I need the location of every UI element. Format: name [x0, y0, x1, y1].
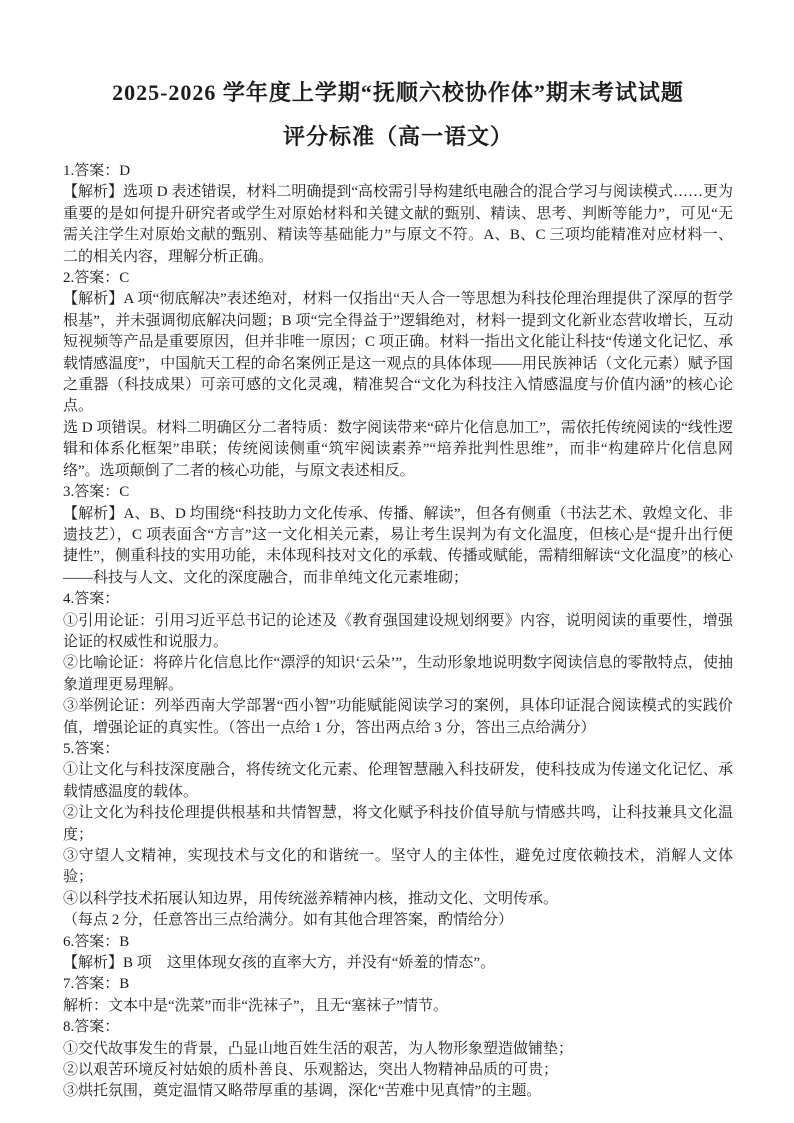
q2-analysis-option-d: 选 D 项错误。材料二明确区分二者特质：数字阅读带来“碎片化信息加工”，需依托传统阅读的“线性逻辑和体系化框架”串联；传统阅读侧重“筑牢阅读素养”“培养批判性思维”，而非“构建碎片化信息网络”。选项颠倒了二者的核心功能，与原文表述相反。: [63, 419, 733, 479]
q7-analysis: 解析：文本中是“洗菜”而非“洗袜子”，且无“塞袜子”情节。: [63, 997, 448, 1014]
q3-answer: 3.答案：C: [63, 484, 130, 501]
q2-answer: 2.答案：C: [63, 270, 130, 287]
q8-point-3: ③烘托氛围，奠定温情又略带厚重的基调，深化“苦难中见真情”的主题。: [63, 1083, 542, 1100]
q1-analysis: 【解析】选项 D 表述错误，材料二明确提到“高校需引导构建纸电融合的混合学习与阅读模式……更为重要的是如何提升研究者或学生对原始材料和关键文献的甄别、精读、思考、判断等能力”，可见“无需关注学生对原始文献的甄别、精读等基础能力”与原文不符。A、B、C 三项均能精准对应材料一、二的相关内容，理解分析正确。: [63, 184, 733, 265]
q2-analysis: 【解析】A 项“彻底解决”表述绝对，材料一仅指出“天人合一等思想为科技伦理治理提供了深厚的哲学根基”，并未强调彻底解决问题；B 项“完全得益于”逻辑绝对，材料一提到文化新业态营收增长，互动短视频等产品是重要原因，但并非唯一原因；C 项正确。材料一指出文化能让科技“传递文化记忆、承载情感温度”，中国航天工程的命名案例正是这一观点的具体体现——用民族神话（文化元素）赋予国之重器（科技成果）可亲可感的文化灵魂，精准契合“文化为科技注入情感温度与价值内涵”的核心论点。: [63, 291, 733, 415]
q6-answer: 6.答案：B: [63, 933, 130, 950]
page-title-line1: 2025-2026 学年度上学期“抚顺六校协作体”期末考试试题: [112, 80, 684, 105]
answer-key-body: [63, 161, 733, 1103]
q4-point-3: ③举例论证：列举西南大学部署“西小智”功能赋能阅读学习的案例，具体印证混合阅读模式的实践价值，增强论证的真实性。（答出一点给 1 分，答出两点给 3 分，答出三点给满分）: [63, 698, 733, 736]
q5-point-3: ③守望人文精神，实现技术与文化的和谐统一。坚守人的主体性，避免过度依赖技术，消解人文体验；: [63, 848, 733, 886]
q5-point-1: ①让文化与科技深度融合，将传统文化元素、伦理智慧融入科技研发，使科技成为传递文化记忆、承载情感温度的载体。: [63, 762, 733, 800]
q4-point-1: ①引用论证：引用习近平总书记的论述及《教育强国建设规划纲要》内容，说明阅读的重要性，增强论证的权威性和说服力。: [63, 612, 733, 650]
q8-answer: 8.答案：: [63, 1019, 120, 1036]
q5-point-2: ②让文化为科技伦理提供根基和共情智慧，将文化赋予科技价值导航与情感共鸣，让科技兼具文化温度；: [63, 805, 733, 843]
q8-point-1: ①交代故事发生的背景，凸显山地百姓生活的艰苦，为人物形象塑造做铺垫；: [63, 1040, 574, 1057]
q6-analysis: 【解析】B 项 这里体现女孩的直率大方，并没有“娇羞的情态”。: [63, 955, 496, 972]
page-title-line2: 评分标准（高一语文）: [282, 124, 513, 149]
q4-answer: 4.答案：: [63, 591, 120, 608]
q7-answer: 7.答案：B: [63, 976, 130, 993]
q3-analysis: 【解析】A、B、D 均围绕“科技助力文化传承、传播、解读”，但各有侧重（书法艺术、敦煌文化、非遗技艺），C 项表面含“方言”这一文化相关元素，易让考生误判为有文化温度，但核心是“提升出行便捷性”，侧重科技的实用功能，未体现科技对文化的承载、传播或赋能，需精细解读“文化温度”的核心——科技与人文、文化的深度融合，而非单纯文化元素堆砌；: [63, 505, 733, 586]
q8-point-2: ②以艰苦环境反衬姑娘的质朴善良、乐观豁达，突出人物精神品质的可贵；: [63, 1062, 559, 1079]
q5-answer: 5.答案：: [63, 740, 120, 757]
q5-point-4: ④以科学技术拓展认知边界，用传统滋养精神内核，推动文化、文明传承。: [63, 890, 559, 907]
q5-scoring-note: （每点 2 分，任意答出三点给满分。如有其他合理答案，酌情给分）: [63, 912, 514, 929]
q1-answer: 1.答案：D: [63, 163, 131, 179]
q4-point-2: ②比喻论证：将碎片化信息比作“漂浮的知识‘云朵’”，生动形象地说明数字阅读信息的零散特点，使抽象道理更易理解。: [63, 655, 733, 693]
